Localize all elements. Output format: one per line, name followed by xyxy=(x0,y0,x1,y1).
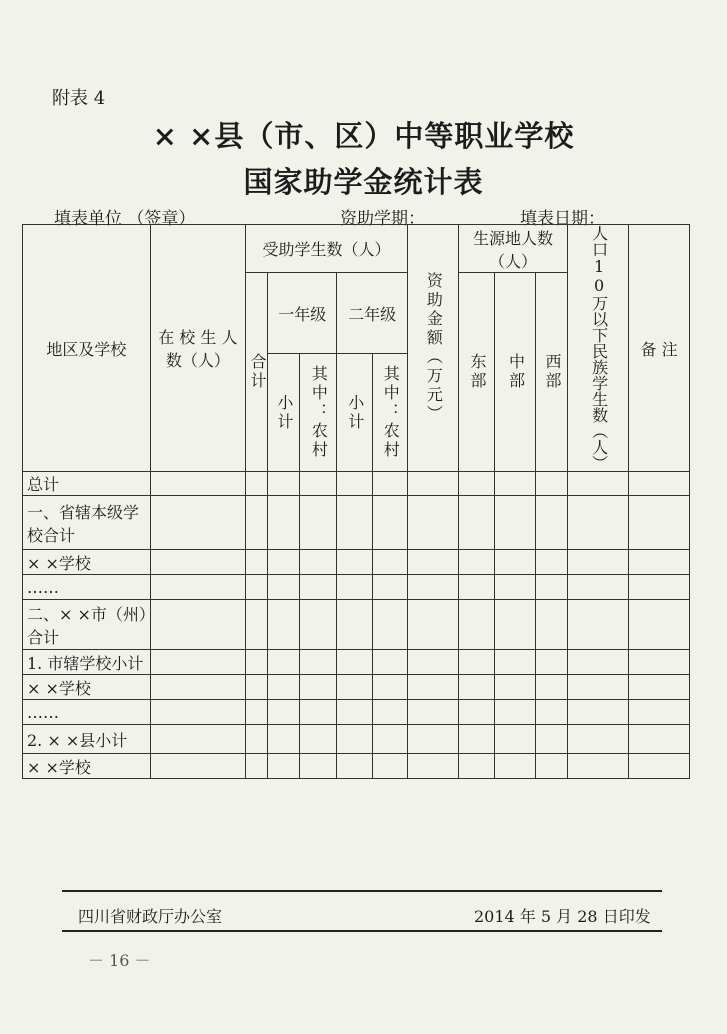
page-number: － 16 － xyxy=(88,951,151,970)
grade1-subtotal-header xyxy=(268,354,299,472)
fill-unit-field: 填表单位 （签章） xyxy=(54,209,196,229)
grade1-rural-text: 其中：农村 xyxy=(309,365,329,460)
table-row xyxy=(23,575,690,600)
issuing-office: 四川省财政厅办公室 xyxy=(78,907,223,926)
table-row xyxy=(23,725,690,754)
grade2-rural-header xyxy=(372,354,408,472)
row-label: 总计 xyxy=(23,472,151,496)
west-header xyxy=(535,273,567,472)
central-header xyxy=(495,273,536,472)
table-row xyxy=(23,700,690,725)
west-header-text: 西部 xyxy=(542,353,562,391)
statistics-table xyxy=(22,224,690,779)
grade2-header: 二年级 xyxy=(337,273,408,354)
title-line-1: × ×县（市、区）中等职业学校 xyxy=(152,119,575,153)
table-row xyxy=(23,650,690,675)
table-row xyxy=(23,550,690,575)
footer-top-rule xyxy=(62,890,662,892)
row-label: × ×学校 xyxy=(23,754,151,779)
grade2-rural-text: 其中：农村 xyxy=(381,365,401,460)
grade1-subtotal-text: 小计 xyxy=(274,393,294,432)
east-header xyxy=(458,273,494,472)
total-header-text: 合计 xyxy=(248,353,268,391)
row-label: × ×学校 xyxy=(23,550,151,575)
table-row xyxy=(23,754,690,779)
amount-header-text: 资助金额（万元） xyxy=(424,272,444,424)
attachment-label: 附表 4 xyxy=(52,88,106,109)
row-label: 2. × ×县小计 xyxy=(23,725,151,754)
grade2-subtotal-text: 小计 xyxy=(345,393,365,432)
grade1-header: 一年级 xyxy=(268,273,337,354)
amount-header xyxy=(408,225,459,472)
remarks-header: 备 注 xyxy=(629,225,690,472)
origin-header: 生源地人数（人） xyxy=(458,225,567,273)
row-label: …… xyxy=(23,575,151,600)
minority-header xyxy=(568,225,629,472)
grade2-subtotal-header xyxy=(337,354,372,472)
enrolled-header: 在 校 生 人数（人） xyxy=(150,225,245,472)
print-date: 2014 年 5 月 28 日印发 xyxy=(474,907,651,926)
row-label: 1. 市辖学校小计 xyxy=(23,650,151,675)
grade1-rural-header xyxy=(299,354,337,472)
row-label: 一、省辖本级学校合计 xyxy=(23,496,151,550)
aid-term-field: 资助学期： xyxy=(340,209,425,229)
aided-students-header: 受助学生数（人） xyxy=(245,225,407,273)
region-header: 地区及学校 xyxy=(23,225,151,472)
table-row xyxy=(23,675,690,700)
table-row xyxy=(23,600,690,650)
row-label: × ×学校 xyxy=(23,675,151,700)
row-label: …… xyxy=(23,700,151,725)
central-header-text: 中部 xyxy=(506,353,526,391)
table-row xyxy=(23,496,690,550)
row-label: 二、× ×市（州）合计 xyxy=(23,600,151,650)
fill-date-field: 填表日期： xyxy=(520,209,605,229)
footer-bottom-rule xyxy=(62,930,662,932)
table-row xyxy=(23,472,690,496)
east-header-text: 东部 xyxy=(467,353,487,391)
total-header xyxy=(245,273,267,472)
title-line-2: 国家助学金统计表 xyxy=(243,165,484,199)
minority-header-text: 人口10万以下民族学生数（人） xyxy=(589,225,609,471)
